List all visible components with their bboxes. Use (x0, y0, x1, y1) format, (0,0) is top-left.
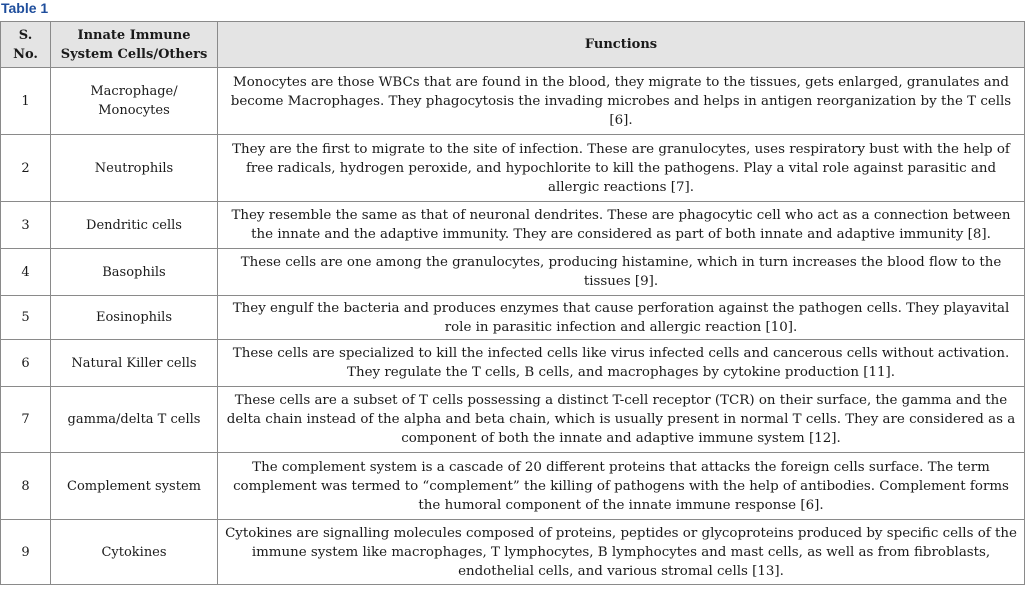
header-sno: S. No. (1, 22, 51, 68)
immune-cells-table (0, 21, 1025, 585)
cell-function: Monocytes are those WBCs that are found in the blood, they migrate to the tissues, gets enlarged, granulates and become Macrophages. They phagocytosis the invading microbes and helps in antigen reorganization by the T cells [6]. (218, 68, 1025, 135)
row-number: 7 (1, 387, 51, 453)
row-number: 3 (1, 202, 51, 249)
cell-name: Cytokines (51, 520, 218, 585)
table-row (1, 296, 1025, 340)
cell-name: Dendritic cells (51, 202, 218, 249)
cell-name: Complement system (51, 453, 218, 520)
cell-function: They engulf the bacteria and produces enzymes that cause perforation against the pathogen cells. They playavital role in parasitic infection and allergic reaction [10]. (218, 296, 1025, 340)
cell-name: Macrophage/ Monocytes (51, 68, 218, 135)
table-row (1, 135, 1025, 202)
row-number: 1 (1, 68, 51, 135)
cell-name: gamma/delta T cells (51, 387, 218, 453)
table-row (1, 68, 1025, 135)
cell-function: These cells are one among the granulocytes, producing histamine, which in turn increases the blood flow to the tissues [9]. (218, 249, 1025, 296)
cell-name: Natural Killer cells (51, 340, 218, 387)
table-row (1, 340, 1025, 387)
table-row (1, 453, 1025, 520)
row-number: 9 (1, 520, 51, 585)
table-caption: Table 1 (1, 0, 49, 16)
table-row (1, 249, 1025, 296)
cell-name: Eosinophils (51, 296, 218, 340)
cell-function: Cytokines are signalling molecules composed of proteins, peptides or glycoproteins produced by specific cells of the immune system like macrophages, T lymphocytes, B lymphocytes and mast cells, as well as from fibroblasts, endothelial cells, and various stromal cells [13]. (218, 520, 1025, 585)
cell-name: Basophils (51, 249, 218, 296)
row-number: 6 (1, 340, 51, 387)
row-number: 8 (1, 453, 51, 520)
row-number: 2 (1, 135, 51, 202)
cell-function: These cells are a subset of T cells possessing a distinct T-cell receptor (TCR) on their surface, the gamma and the delta chain instead of the alpha and beta chain, which is usually present in normal T cells. They are considered as a component of both the innate and adaptive immune system [12]. (218, 387, 1025, 453)
row-number: 4 (1, 249, 51, 296)
cell-function: They are the first to migrate to the site of infection. These are granulocytes, uses respiratory bust with the help of free radicals, hydrogen peroxide, and hypochlorite to kill the pathogens. Play a vital role against parasitic and allergic reactions [7]. (218, 135, 1025, 202)
table-row (1, 520, 1025, 585)
cell-name: Neutrophils (51, 135, 218, 202)
cell-function: They resemble the same as that of neuronal dendrites. These are phagocytic cell who act as a connection between the innate and the adaptive immunity. They are considered as part of both innate and adaptive immunity [8]. (218, 202, 1025, 249)
table-row (1, 387, 1025, 453)
cell-function: These cells are specialized to kill the infected cells like virus infected cells and cancerous cells without activation. They regulate the T cells, B cells, and macrophages by cytokine production [11]. (218, 340, 1025, 387)
header-functions: Functions (218, 22, 1025, 68)
table-header-row (1, 22, 1025, 68)
table-row (1, 202, 1025, 249)
row-number: 5 (1, 296, 51, 340)
cell-function: The complement system is a cascade of 20 different proteins that attacks the foreign cells surface. The term complement was termed to “complement” the killing of pathogens with the help of antibodies. Complement forms the humoral component of the innate immune response [6]. (218, 453, 1025, 520)
header-cells: Innate Immune System Cells/Others (51, 22, 218, 68)
